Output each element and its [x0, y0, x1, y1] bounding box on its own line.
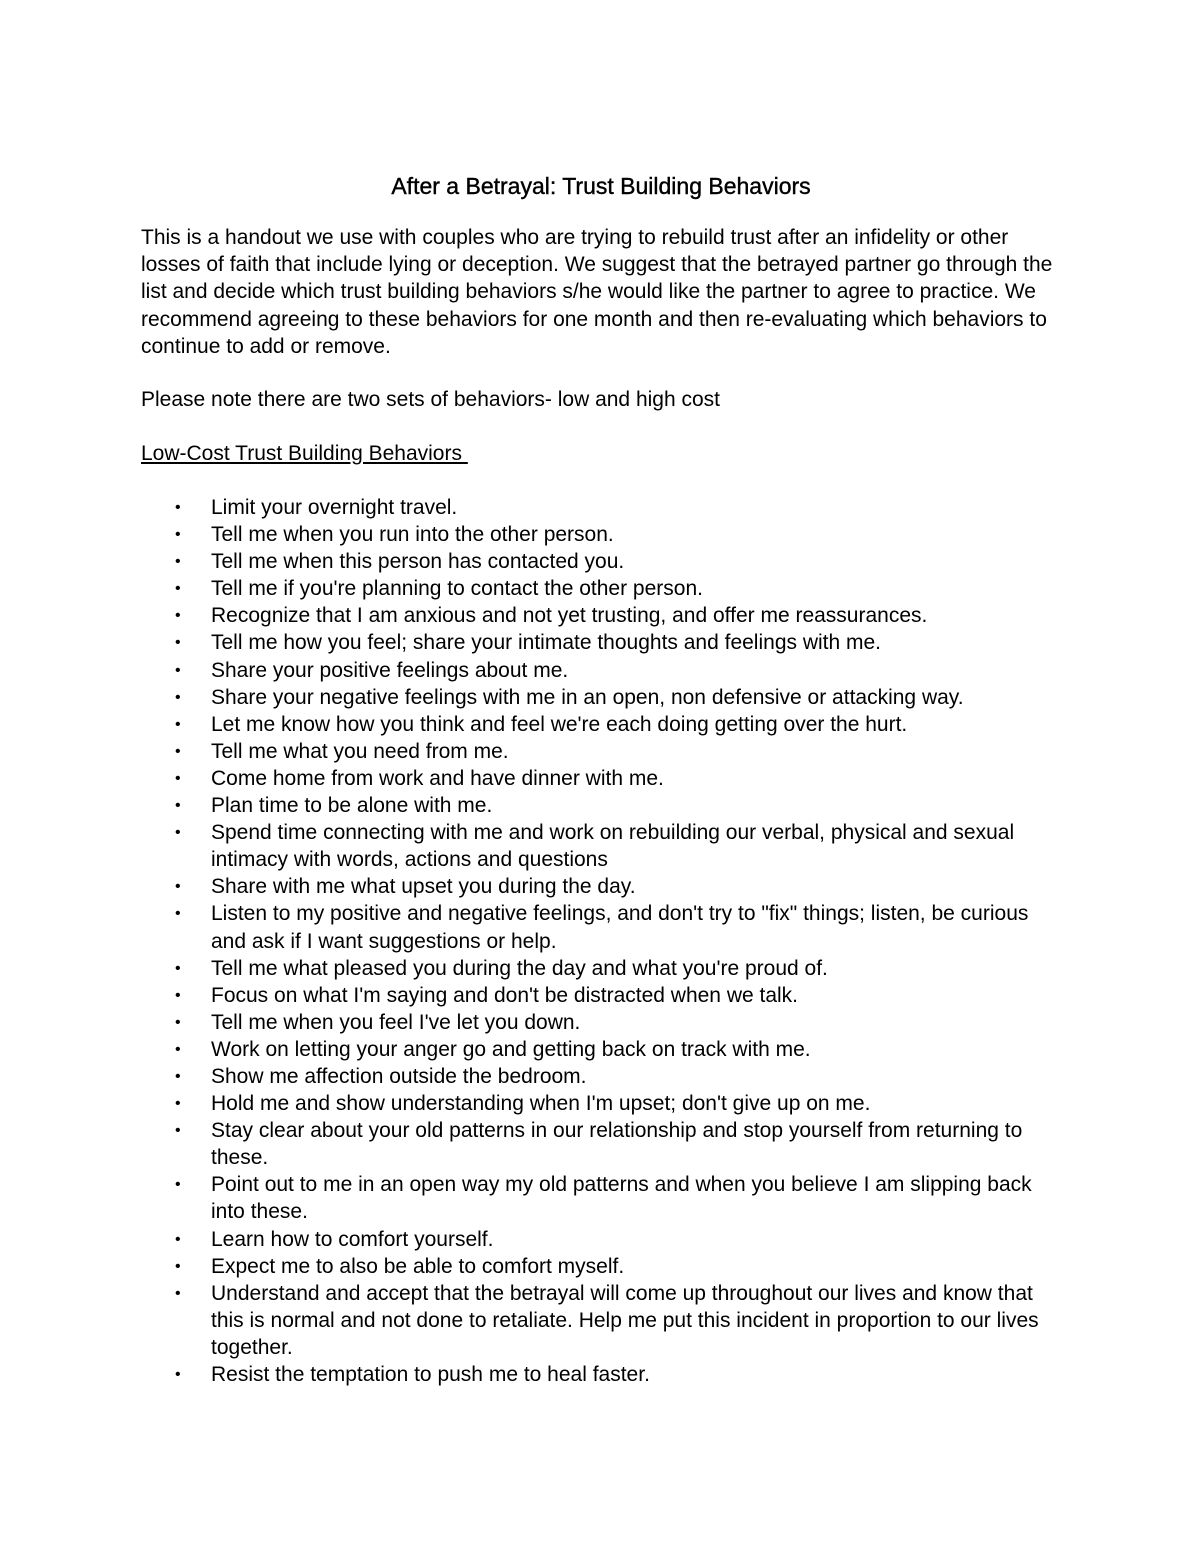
- list-item-text: Recognize that I am anxious and not yet trusting, and offer me reassurances.: [211, 604, 928, 628]
- bullet-icon: •: [175, 769, 181, 787]
- list-item-text: Understand and accept that the betrayal will come up throughout our lives and know that this is normal and not done to retaliate. Help me put this incident in proportion to our lives together.: [211, 1281, 1039, 1359]
- bullet-icon: •: [175, 742, 181, 760]
- list-item: [141, 575, 1061, 602]
- list-item: [141, 738, 1061, 765]
- list-item: [141, 982, 1061, 1009]
- list-item: [141, 1063, 1061, 1090]
- list-item-text: Point out to me in an open way my old patterns and when you believe I am slipping back into these.: [211, 1173, 1032, 1224]
- list-item-text: Resist the temptation to push me to heal faster.: [211, 1363, 650, 1387]
- list-item-text: Let me know how you think and feel we're each doing getting over the hurt.: [211, 712, 908, 736]
- list-item: [141, 1226, 1061, 1253]
- bullet-icon: •: [175, 1257, 181, 1275]
- list-item: [141, 1090, 1061, 1117]
- list-item-text: Limit your overnight travel.: [211, 496, 458, 520]
- list-item-text: Work on letting your anger go and getting back on track with me.: [211, 1037, 811, 1061]
- bullet-icon: •: [175, 1040, 181, 1058]
- list-item: [141, 1009, 1061, 1036]
- list-item: [141, 1171, 1061, 1225]
- bullet-icon: •: [175, 1366, 181, 1384]
- list-item: [141, 765, 1061, 792]
- list-item-text: Tell me what you need from me.: [211, 739, 509, 763]
- list-item-text: Focus on what I'm saying and don't be distracted when we talk.: [211, 983, 799, 1007]
- list-item-text: Hold me and show understanding when I'm upset; don't give up on me.: [211, 1092, 871, 1116]
- bullet-icon: •: [175, 959, 181, 977]
- bullet-icon: •: [175, 1013, 181, 1031]
- list-item-text: Come home from work and have dinner with me.: [211, 766, 664, 790]
- bullet-icon: •: [175, 1067, 181, 1085]
- document-page: [141, 170, 1061, 1388]
- list-item-text: Tell me what pleased you during the day and what you're proud of.: [211, 956, 828, 980]
- list-item: [141, 900, 1061, 954]
- bullet-icon: •: [175, 1176, 181, 1194]
- note-paragraph: Please note there are two sets of behaviors- low and high cost: [141, 388, 720, 412]
- list-item: [141, 548, 1061, 575]
- bullet-icon: •: [175, 580, 181, 598]
- bullet-icon: •: [175, 1284, 181, 1302]
- list-item: [141, 657, 1061, 684]
- list-item-text: Show me affection outside the bedroom.: [211, 1064, 587, 1088]
- bullet-icon: •: [175, 797, 181, 815]
- list-item-text: Tell me when you run into the other person.: [211, 523, 614, 547]
- list-item-text: Tell me how you feel; share your intimate thoughts and feelings with me.: [211, 631, 882, 655]
- list-item: [141, 1361, 1061, 1388]
- bullet-icon: •: [175, 661, 181, 679]
- behavior-list: [141, 494, 1061, 1388]
- list-item-text: Spend time connecting with me and work on rebuilding our verbal, physical and sexual intimacy with words, actions and questions: [211, 821, 1015, 872]
- list-item: [141, 1036, 1061, 1063]
- list-item: [141, 955, 1061, 982]
- list-item: [141, 629, 1061, 656]
- bullet-icon: •: [175, 986, 181, 1004]
- list-item: [141, 1280, 1061, 1361]
- list-item-text: Share your negative feelings with me in an open, non defensive or attacking way.: [211, 685, 964, 709]
- list-item: [141, 711, 1061, 738]
- intro-paragraph: This is a handout we use with couples who are trying to rebuild trust after an infidelity or other losses of faith that include lying or deception. We suggest that the betrayed partner go through the list and decide which trust building behaviors s/he would like the partner to agree to practice. We recommend agreeing to these behaviors for one month and then re-evaluating which behaviors to continue to add or remove.: [141, 226, 1053, 358]
- list-item-text: Learn how to comfort yourself.: [211, 1227, 494, 1251]
- bullet-icon: •: [175, 607, 181, 625]
- list-item-text: Listen to my positive and negative feelings, and don't try to "fix" things; listen, be curious and ask if I want suggestions or help.: [211, 902, 1029, 953]
- list-item: [141, 819, 1061, 873]
- bullet-icon: •: [175, 499, 181, 517]
- bullet-icon: •: [175, 1095, 181, 1113]
- document-title: After a Betrayal: Trust Building Behaviors: [391, 173, 811, 199]
- list-item: [141, 602, 1061, 629]
- list-item-text: Tell me when this person has contacted you.: [211, 550, 625, 574]
- list-item: [141, 1117, 1061, 1171]
- list-item-text: Plan time to be alone with me.: [211, 794, 493, 818]
- bullet-icon: •: [175, 553, 181, 571]
- list-item-text: Share your positive feelings about me.: [211, 658, 569, 682]
- bullet-icon: •: [175, 1230, 181, 1248]
- section-heading-low-cost: Low-Cost Trust Building Behaviors: [141, 442, 468, 466]
- list-item-text: Share with me what upset you during the day.: [211, 875, 636, 899]
- bullet-icon: •: [175, 878, 181, 896]
- bullet-icon: •: [175, 1122, 181, 1140]
- list-item-text: Tell me if you're planning to contact the other person.: [211, 577, 703, 601]
- bullet-icon: •: [175, 824, 181, 842]
- list-item: [141, 521, 1061, 548]
- list-item: [141, 1253, 1061, 1280]
- list-item: [141, 684, 1061, 711]
- bullet-icon: •: [175, 905, 181, 923]
- bullet-icon: •: [175, 688, 181, 706]
- list-item-text: Tell me when you feel I've let you down.: [211, 1010, 581, 1034]
- list-item-text: Expect me to also be able to comfort myself.: [211, 1254, 625, 1278]
- bullet-icon: •: [175, 526, 181, 544]
- list-item: [141, 873, 1061, 900]
- bullet-icon: •: [175, 715, 181, 733]
- list-item: [141, 792, 1061, 819]
- list-item: [141, 494, 1061, 521]
- list-item-text: Stay clear about your old patterns in our relationship and stop yourself from returning to these.: [211, 1119, 1023, 1170]
- bullet-icon: •: [175, 634, 181, 652]
